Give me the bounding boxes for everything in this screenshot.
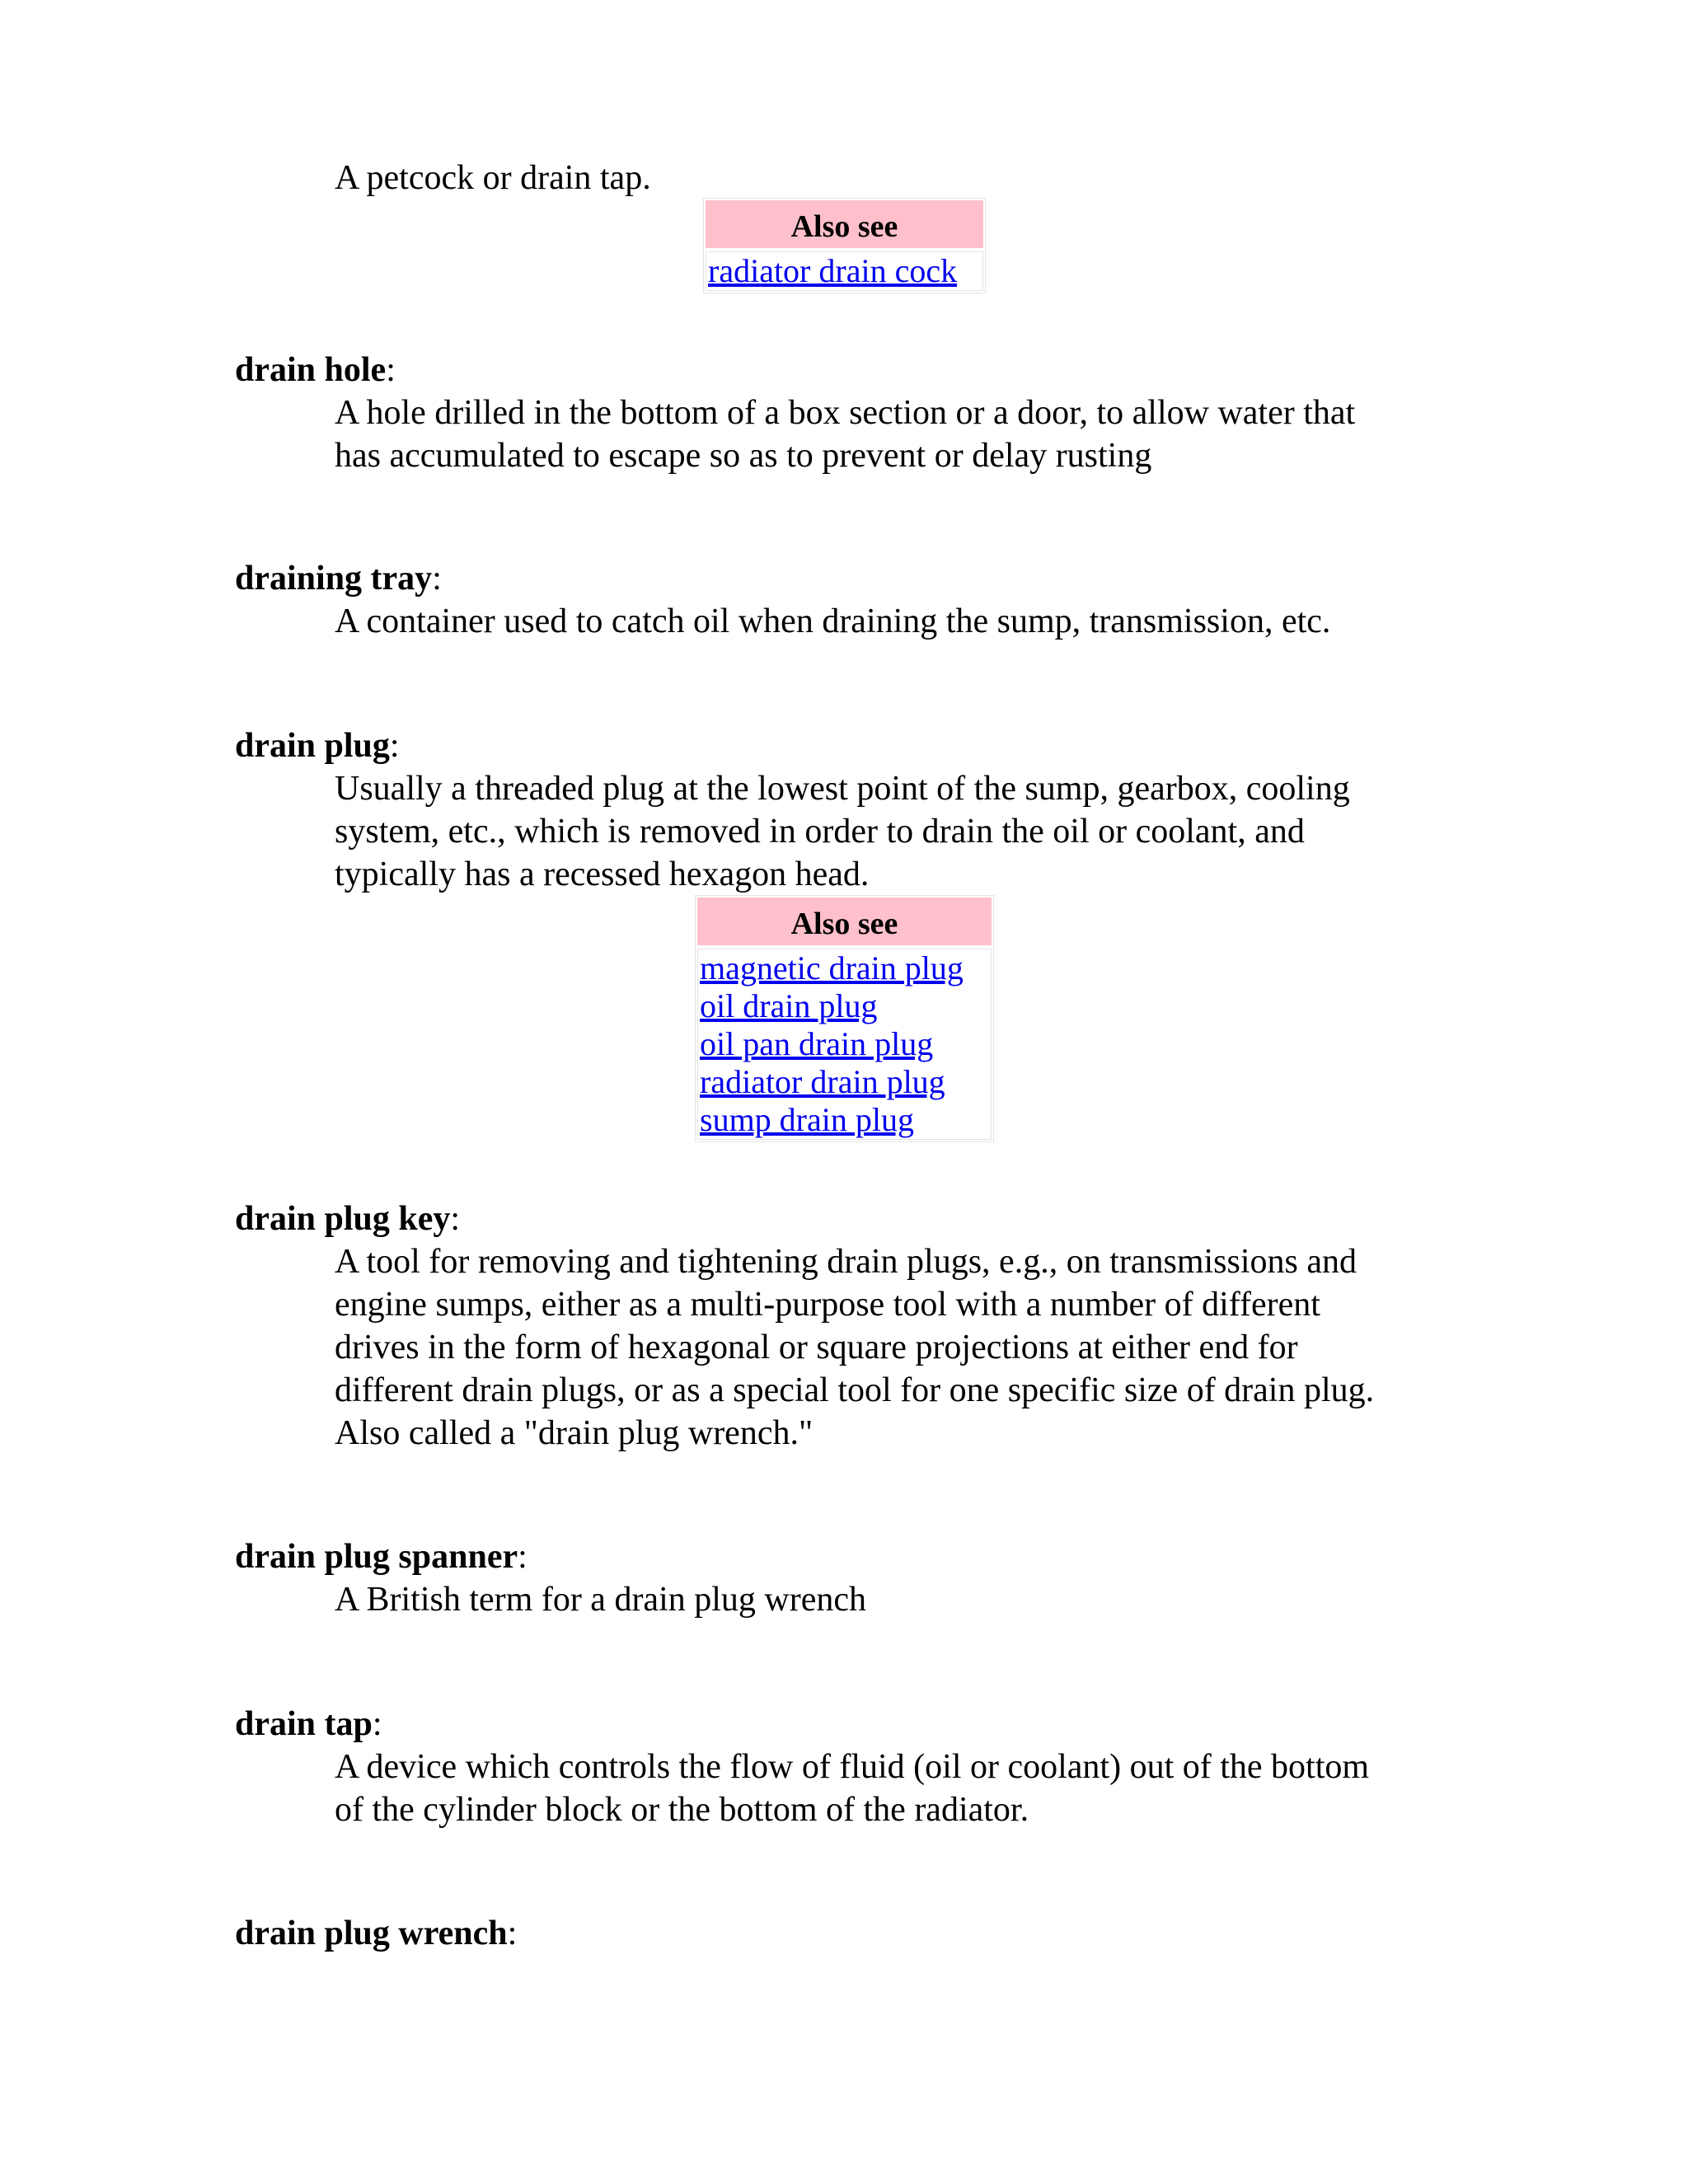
see-also-link[interactable]: magnetic drain plug: [700, 949, 964, 987]
definition-line: typically has a recessed hexagon head.: [335, 855, 870, 893]
definition-line: Usually a threaded plug at the lowest point of the sump, gearbox, cooling: [335, 770, 1350, 808]
definition-line: system, etc., which is removed in order to drain the oil or coolant, and: [335, 813, 1305, 851]
definition-line: drives in the form of hexagonal or square projections at either end for: [335, 1329, 1298, 1366]
definition-line: of the cylinder block or the bottom of the radiator.: [335, 1791, 1029, 1829]
glossary-term: [235, 557, 442, 600]
term-colon: :: [432, 560, 442, 598]
glossary-term: [235, 1197, 460, 1240]
term-colon: :: [450, 1200, 461, 1238]
definition-line: A British term for a drain plug wrench: [335, 1581, 867, 1619]
term-name: drain plug: [235, 727, 390, 765]
term-colon: :: [372, 1705, 382, 1743]
see-also-box: [695, 895, 994, 1142]
definition-line: A tool for removing and tightening drain plugs, e.g., on transmissions and: [335, 1243, 1357, 1281]
term-colon: :: [386, 351, 396, 389]
see-also-list: [697, 949, 992, 1140]
definition-line: A hole drilled in the bottom of a box section or a door, to allow water that: [335, 394, 1356, 432]
glossary-term: [235, 1703, 382, 1746]
term-name: drain tap: [235, 1705, 373, 1743]
definition-line: A petcock or drain tap.: [335, 159, 651, 197]
term-name: drain plug wrench: [235, 1915, 508, 1952]
term-name: drain plug spanner: [235, 1538, 518, 1576]
see-also-link[interactable]: oil drain plug: [700, 987, 878, 1024]
glossary-term: [235, 1912, 517, 1955]
term-name: draining tray: [235, 560, 433, 598]
see-also-heading: Also see: [706, 200, 983, 248]
definition-line: has accumulated to escape so as to prevent or delay rusting: [335, 437, 1152, 475]
see-also-link[interactable]: oil pan drain plug: [700, 1025, 934, 1062]
term-name: drain hole: [235, 351, 387, 389]
term-colon: :: [389, 727, 400, 765]
term-colon: :: [518, 1538, 528, 1576]
definition-line: different drain plugs, or as a special tool for one specific size of drain plug.: [335, 1371, 1375, 1409]
see-also-link[interactable]: radiator drain cock: [708, 252, 958, 289]
term-name: drain plug key: [235, 1200, 451, 1238]
see-also-list: [706, 251, 983, 291]
see-also-link[interactable]: sump drain plug: [700, 1101, 914, 1138]
glossary-term: [235, 724, 400, 767]
definition-line: A container used to catch oil when draining the sump, transmission, etc.: [335, 602, 1331, 640]
glossary-term: [235, 349, 396, 391]
see-also-link[interactable]: radiator drain plug: [700, 1063, 945, 1100]
definition-line: A device which controls the flow of fluid (oil or coolant) out of the bottom: [335, 1748, 1370, 1786]
see-also-box: [703, 198, 986, 293]
see-also-heading: Also see: [697, 898, 992, 945]
definition-line: engine sumps, either as a multi-purpose tool with a number of different: [335, 1286, 1320, 1324]
glossary-term: [235, 1535, 528, 1578]
term-colon: :: [507, 1915, 518, 1952]
definition-line: Also called a "drain plug wrench.": [335, 1414, 814, 1452]
